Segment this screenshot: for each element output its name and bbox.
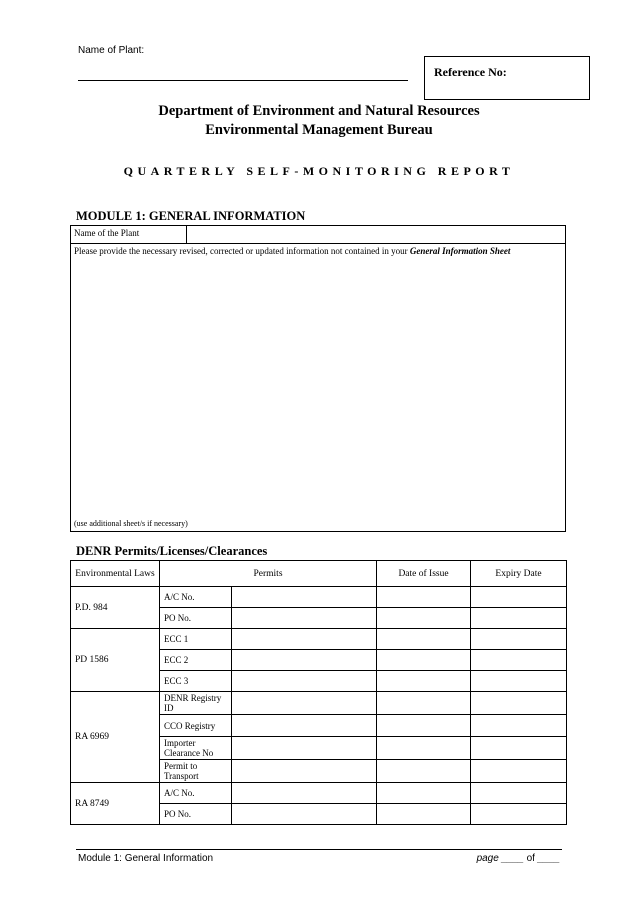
expiry-date-field[interactable] [471, 629, 567, 650]
permit-number-field[interactable] [232, 650, 377, 671]
instruction-text: Please provide the necessary revised, corrected or updated information not contained in your [74, 246, 410, 256]
permit-label: ECC 1 [160, 629, 232, 650]
permit-number-field[interactable] [232, 629, 377, 650]
plant-name-field[interactable] [187, 226, 566, 244]
expiry-date-field[interactable] [471, 650, 567, 671]
total-pages-blank: ____ [534, 853, 560, 864]
instruction-emphasis: General Information Sheet [409, 246, 511, 256]
law-cell: RA 8749 [71, 783, 160, 825]
permit-number-field[interactable] [232, 804, 377, 825]
of-label: of [526, 853, 535, 864]
permit-label: PO No. [160, 608, 232, 629]
plant-name-line[interactable] [78, 80, 408, 81]
reference-number-label: Reference No: [434, 65, 507, 79]
law-cell: RA 6969 [71, 692, 160, 783]
permit-number-field[interactable] [232, 715, 377, 737]
footer-module-label: Module 1: General Information [78, 853, 214, 864]
date-of-issue-field[interactable] [377, 737, 471, 760]
permit-label: Permit to Transport [160, 760, 232, 783]
date-of-issue-field[interactable] [377, 587, 471, 608]
general-information-table [70, 225, 566, 532]
expiry-date-field[interactable] [471, 671, 567, 692]
permit-number-field[interactable] [232, 737, 377, 760]
plant-name-cell-label: Name of the Plant [71, 226, 187, 244]
column-header-laws: Environmental Laws [71, 561, 160, 587]
permits-table [70, 560, 567, 825]
date-of-issue-field[interactable] [377, 650, 471, 671]
date-of-issue-field[interactable] [377, 692, 471, 715]
permits-heading: DENR Permits/Licenses/Clearances [76, 544, 268, 558]
permit-number-field[interactable] [232, 692, 377, 715]
expiry-date-field[interactable] [471, 783, 567, 804]
law-cell: PD 1586 [71, 629, 160, 692]
column-header-expiry-date: Expiry Date [471, 561, 567, 587]
date-of-issue-field[interactable] [377, 629, 471, 650]
date-of-issue-field[interactable] [377, 804, 471, 825]
permit-number-field[interactable] [232, 608, 377, 629]
permit-label: ECC 3 [160, 671, 232, 692]
permit-label: ECC 2 [160, 650, 232, 671]
expiry-date-field[interactable] [471, 715, 567, 737]
permit-label: CCO Registry [160, 715, 232, 737]
permit-label: A/C No. [160, 783, 232, 804]
permit-label: DENR Registry ID [160, 692, 232, 715]
permit-number-field[interactable] [232, 671, 377, 692]
agency-header [78, 102, 560, 140]
report-title: QUARTERLY SELF-MONITORING REPORT [123, 164, 515, 178]
date-of-issue-field[interactable] [377, 715, 471, 737]
reference-number-box[interactable] [424, 56, 590, 100]
date-of-issue-field[interactable] [377, 608, 471, 629]
column-header-permits: Permits [160, 561, 377, 587]
permit-number-field[interactable] [232, 587, 377, 608]
page-label: page ____ [476, 853, 527, 864]
expiry-date-field[interactable] [471, 760, 567, 783]
general-info-field[interactable] [71, 244, 566, 532]
date-of-issue-field[interactable] [377, 671, 471, 692]
expiry-date-field[interactable] [471, 608, 567, 629]
column-header-date-of-issue: Date of Issue [377, 561, 471, 587]
date-of-issue-field[interactable] [377, 783, 471, 804]
additional-sheet-note: (use additional sheet/s if necessary) [74, 519, 188, 528]
permit-label: Importer Clearance No [160, 737, 232, 760]
expiry-date-field[interactable] [471, 737, 567, 760]
permit-label: A/C No. [160, 587, 232, 608]
law-cell: P.D. 984 [71, 587, 160, 629]
permit-number-field[interactable] [232, 760, 377, 783]
permit-number-field[interactable] [232, 783, 377, 804]
department-name: Department of Environment and Natural Resources [158, 103, 480, 119]
module-heading: MODULE 1: GENERAL INFORMATION [76, 209, 306, 223]
footer-page-number [477, 853, 560, 864]
date-of-issue-field[interactable] [377, 760, 471, 783]
plant-name-label: Name of Plant: [78, 45, 145, 56]
expiry-date-field[interactable] [471, 587, 567, 608]
permit-label: PO No. [160, 804, 232, 825]
footer-divider [76, 849, 562, 850]
expiry-date-field[interactable] [471, 804, 567, 825]
expiry-date-field[interactable] [471, 692, 567, 715]
bureau-name: Environmental Management Bureau [205, 122, 433, 138]
